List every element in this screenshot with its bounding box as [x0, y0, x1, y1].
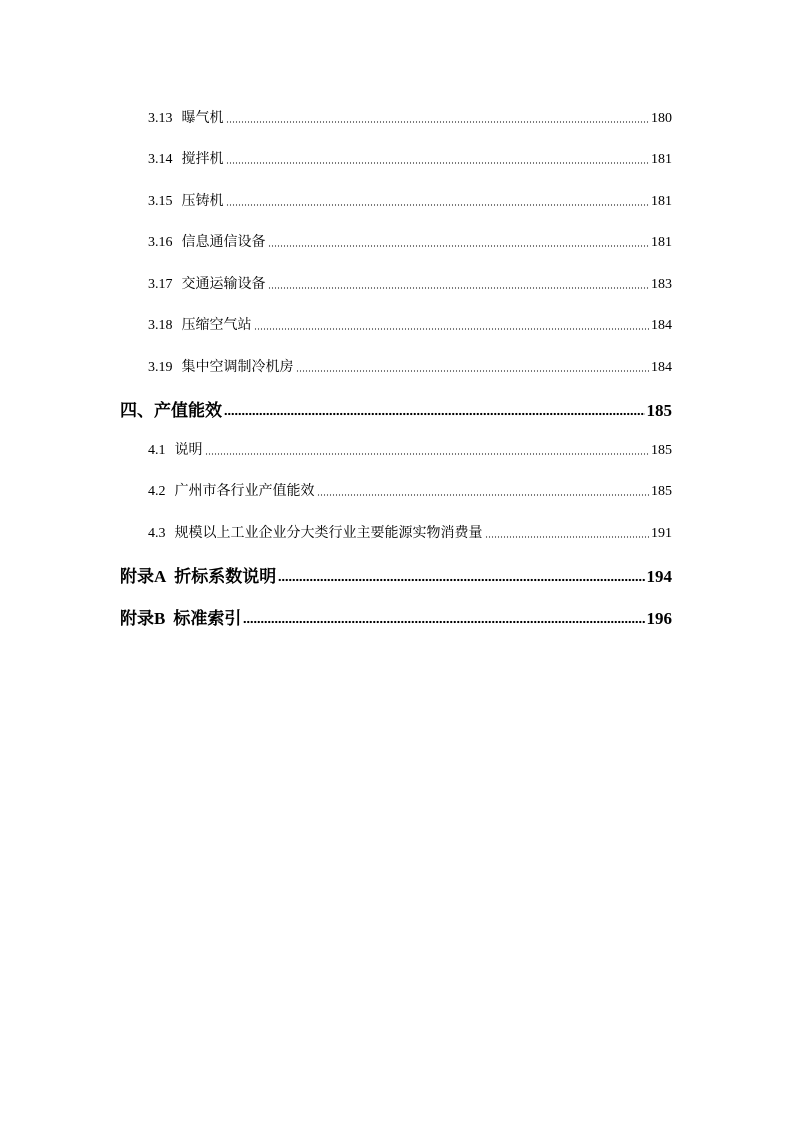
toc-entry-page-number: 184 [651, 360, 672, 375]
toc-entry-title: 规模以上工业企业分大类行业主要能源实物消费量 [174, 525, 483, 541]
toc-entry-4-1[interactable] [148, 439, 672, 459]
toc-entry-number: 3.15 [148, 194, 173, 209]
toc-appendix-page-number: 196 [646, 609, 672, 628]
dot-leader [243, 620, 644, 624]
toc-entry-number: 4.3 [148, 526, 166, 541]
dot-leader [296, 369, 650, 373]
dot-leader [268, 244, 650, 248]
toc-entry-title: 搅拌机 [181, 151, 224, 167]
toc-entry-title: 交通运输设备 [181, 276, 266, 292]
toc-entry-number: 3.17 [148, 277, 173, 292]
toc-entry-3-18[interactable] [148, 314, 672, 334]
toc-entry-number: 4.1 [148, 443, 166, 458]
toc-appendix-title: 标准索引 [173, 609, 242, 629]
dot-leader [205, 452, 650, 456]
toc-entry-page-number: 184 [651, 318, 672, 333]
toc-appendix-label: 附录A [120, 567, 167, 586]
dot-leader [226, 161, 650, 165]
toc-entry-title: 集中空调制冷机房 [181, 359, 294, 375]
toc-appendix-title: 折标系数说明 [174, 567, 277, 587]
dot-leader [317, 493, 650, 497]
toc-entry-title: 曝气机 [181, 110, 224, 126]
toc-entry-3-17[interactable] [148, 273, 672, 293]
toc-entry-page-number: 191 [651, 526, 672, 541]
toc-entry-3-13[interactable] [148, 107, 672, 127]
toc-entry-3-15[interactable] [148, 190, 672, 210]
toc-entry-title: 说明 [174, 442, 203, 458]
toc-entry-number: 3.19 [148, 360, 173, 375]
toc-entry-title: 信息通信设备 [181, 234, 266, 250]
toc-entry-3-16[interactable] [148, 231, 672, 251]
toc-appendix-a[interactable] [120, 562, 672, 586]
toc-entry-number: 4.2 [148, 484, 166, 499]
dot-leader [226, 120, 650, 124]
toc-entry-page-number: 180 [651, 111, 672, 126]
toc-entry-page-number: 185 [651, 443, 672, 458]
toc-chapter-title: 四、产值能效 [120, 401, 222, 421]
toc-entry-4-2[interactable] [148, 480, 672, 500]
toc-entry-number: 3.14 [148, 152, 173, 167]
toc-entry-page-number: 181 [651, 152, 672, 167]
toc-entry-3-19[interactable] [148, 356, 672, 376]
toc-entry-page-number: 185 [651, 484, 672, 499]
toc-entry-page-number: 183 [651, 277, 672, 292]
dot-leader [268, 286, 650, 290]
toc-appendix-label: 附录B [120, 609, 166, 628]
dot-leader [485, 535, 650, 539]
toc-entry-number: 3.16 [148, 235, 173, 250]
toc-appendix-b[interactable] [120, 604, 672, 628]
toc-entry-number: 3.18 [148, 318, 173, 333]
toc-entry-3-14[interactable] [148, 148, 672, 168]
toc-entry-number: 3.13 [148, 111, 173, 126]
toc-appendix-page-number: 194 [646, 567, 672, 586]
toc-entry-title: 压缩空气站 [181, 317, 252, 333]
toc-entry-title: 压铸机 [181, 193, 224, 209]
toc-entry-page-number: 181 [651, 235, 672, 250]
toc-entry-page-number: 181 [651, 194, 672, 209]
dot-leader [278, 578, 644, 582]
dot-leader [254, 327, 650, 331]
toc-chapter-4[interactable] [120, 396, 672, 420]
toc-chapter-page-number: 185 [646, 401, 672, 420]
toc-entry-4-3[interactable] [148, 522, 672, 542]
dot-leader [224, 412, 645, 416]
dot-leader [226, 203, 650, 207]
toc-entry-title: 广州市各行业产值能效 [174, 483, 315, 499]
